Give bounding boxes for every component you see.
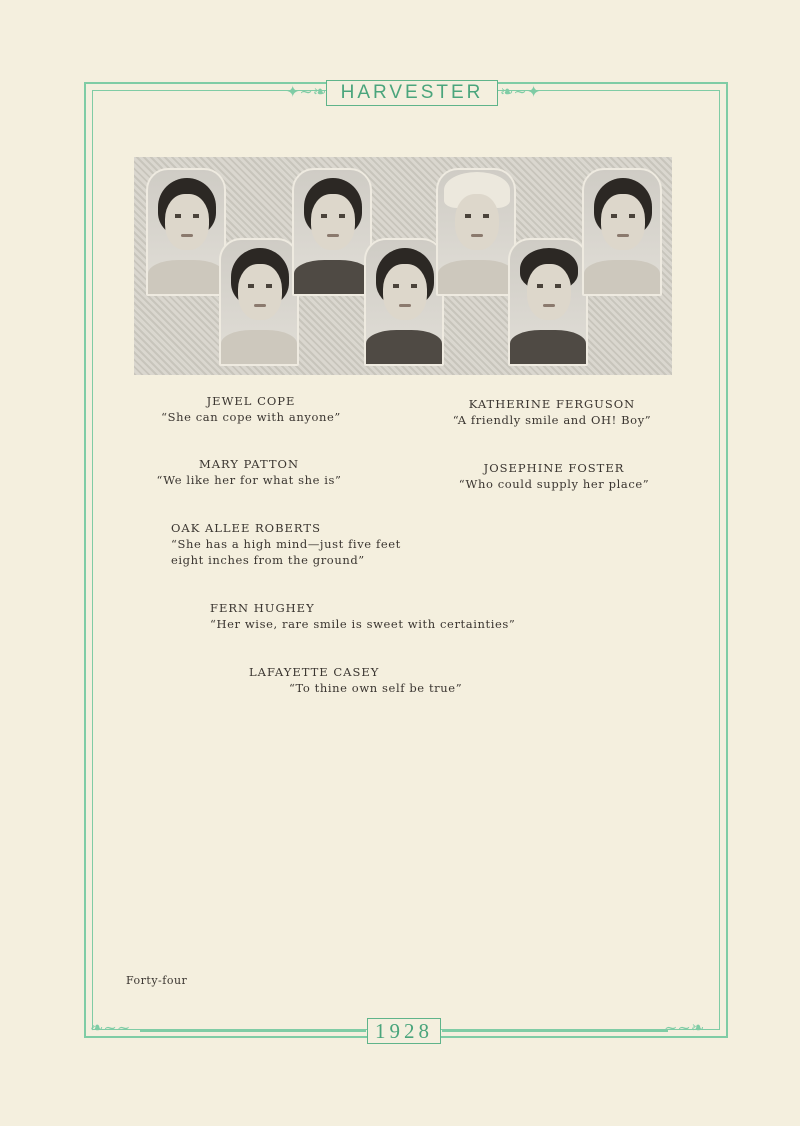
student-quote: “She has a high mind—just five feet (171, 537, 401, 551)
footer-rule-right (442, 1030, 668, 1032)
caption-entry (156, 393, 346, 425)
caption-entry (210, 600, 515, 632)
footer-right-ornament: ∼∼❧ (664, 1018, 705, 1037)
student-quote: “Who could supply her place” (458, 477, 650, 491)
student-quote-continued: eight inches from the ground” (171, 553, 365, 567)
student-name: MARY PATTON (198, 457, 300, 471)
caption-entry (148, 456, 350, 488)
portrait-photo (292, 168, 372, 296)
portrait-photo (146, 168, 226, 296)
portrait-photo (436, 168, 516, 296)
student-quote: “She can cope with anyone” (161, 410, 341, 424)
student-quote: “A friendly smile and OH! Boy” (452, 413, 652, 427)
caption-entry (456, 460, 652, 492)
footer-left-ornament: ❧∼∼ (90, 1018, 131, 1037)
student-quote: “We like her for what she is” (156, 473, 342, 487)
student-quote: “Her wise, rare smile is sweet with certainties” (210, 617, 516, 631)
student-name: KATHERINE FERGUSON (468, 397, 636, 411)
portrait-photo (508, 238, 588, 366)
page-header-title: HARVESTER (326, 80, 498, 106)
footer-year: 1928 (367, 1018, 441, 1044)
student-name: OAK ALLEE ROBERTS (171, 521, 321, 535)
right-scroll-ornament: ❧∼✦ (500, 82, 541, 101)
portrait-photo (219, 238, 299, 366)
student-name: FERN HUGHEY (210, 601, 315, 615)
student-name: JOSEPHINE FOSTER (483, 461, 625, 475)
student-name: JEWEL COPE (206, 394, 296, 408)
footer-rule-left (140, 1030, 366, 1032)
portrait-photo (364, 238, 444, 366)
page-number: Forty-four (126, 974, 188, 987)
student-name: LAFAYETTE CASEY (249, 665, 380, 679)
caption-entry (249, 664, 462, 696)
caption-entry (171, 520, 401, 568)
portrait-photo (582, 168, 662, 296)
student-quote: “To thine own self be true” (289, 681, 463, 695)
caption-entry (446, 396, 658, 428)
left-scroll-ornament: ✦∼❧ (286, 82, 327, 101)
